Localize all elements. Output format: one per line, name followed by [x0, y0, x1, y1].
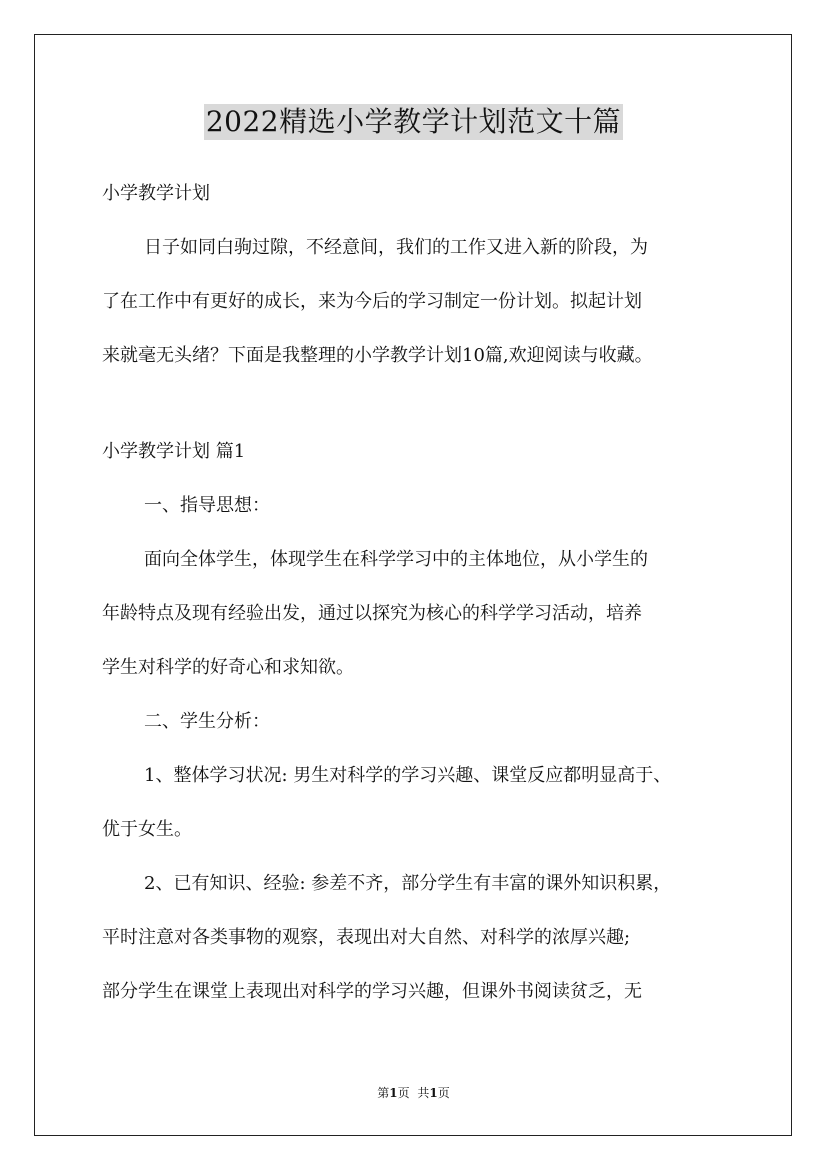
analysis-heading: 二、学生分析：: [144, 711, 270, 732]
guiding-heading: 一、指导思想：: [144, 495, 270, 516]
intro-line-2: 了在工作中有更好的成长，来为今后的学习制定一份计划。拟起计划: [102, 291, 642, 312]
item2-line-2: 平时注意对各类事物的观察，表现出对大自然、对科学的浓厚兴趣;: [102, 927, 631, 948]
item1-line-1: 1、整体学习状况: 男生对科学的学习兴趣、课堂反应都明显高于、: [144, 765, 672, 786]
guiding-line-3: 学生对科学的好奇心和求知欲。: [102, 657, 354, 678]
intro-line-3: 来就毫无头绪？下面是我整理的小学教学计划10篇,欢迎阅读与收藏。: [102, 345, 653, 366]
footer-prefix: 第: [377, 1086, 390, 1100]
section-heading: 小学教学计划: [102, 183, 210, 204]
document-body: [102, 176, 732, 1010]
footer-total-pages: 1: [429, 1086, 438, 1100]
footer-page-number: 1: [389, 1086, 398, 1100]
item1-line-2: 优于女生。: [102, 819, 192, 840]
part1-heading: 小学教学计划 篇1: [102, 441, 246, 462]
page-footer: [0, 1085, 827, 1101]
guiding-line-2: 年龄特点及现有经验出发，通过以探究为核心的科学学习活动，培养: [102, 603, 642, 624]
footer-total-prefix: 共: [417, 1086, 430, 1100]
footer-total-suffix: 页: [437, 1086, 450, 1100]
guiding-line-1: 面向全体学生，体现学生在科学学习中的主体地位，从小学生的: [144, 549, 648, 570]
item2-line-3: 部分学生在课堂上表现出对科学的学习兴趣，但课外书阅读贫乏，无: [102, 981, 642, 1002]
item2-line-1: 2、已有知识、经验: 参差不齐，部分学生有丰富的课外知识积累，: [144, 873, 672, 894]
intro-line-1: 日子如同白驹过隙，不经意间，我们的工作又进入新的阶段，为: [144, 237, 648, 258]
document-title: 2022精选小学教学计划范文十篇: [205, 105, 622, 138]
title-container: [0, 104, 827, 140]
footer-page-suffix: 页: [397, 1086, 410, 1100]
